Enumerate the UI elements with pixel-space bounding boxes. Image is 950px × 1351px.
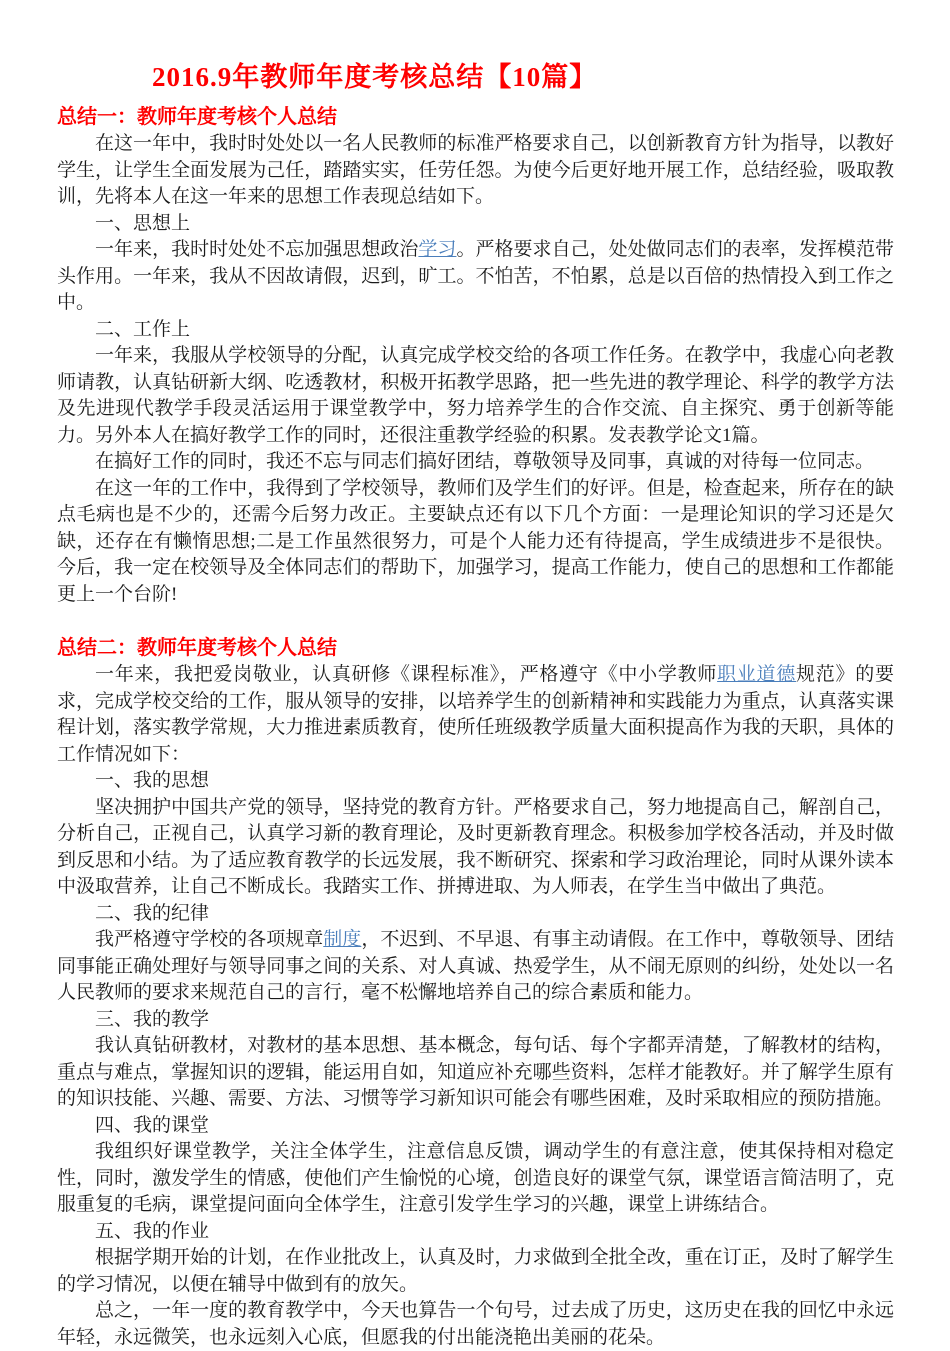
sub-heading: [57, 1007, 894, 1034]
summary-section-2: [57, 635, 894, 1351]
text-run: 一年来，我服从学校领导的分配，认真完成学校交给的各项工作任务。在教学中，我虚心向老教师请教，认真钻研新大纲、吃透教材，积极开拓教学思路，把一些先进的教学理论、科学的教学方法及先进现代教学手段灵活运用于课堂教学中，努力培养学生的合作交流、自主探究、勇于创新等能力。另外本人在搞好教学工作的同时，还很注重教学经验的积累。发表教学论文1篇。: [57, 345, 894, 446]
paragraph: [57, 795, 894, 901]
sub-heading: [57, 901, 894, 928]
document-title: 2016.9年教师年度考核总结【10篇】: [152, 62, 598, 92]
hyperlink-professional-ethics[interactable]: 职业道德: [717, 664, 797, 685]
sub-heading: [57, 211, 894, 238]
text-run: 根据学期开始的计划，在作业批改上，认真及时，力求做到全批全改，重在订正，及时了解学生的学习情况，以便在辅导中做到有的放矢。: [57, 1247, 894, 1295]
text-run: 二、工作上: [95, 318, 191, 340]
section-heading: 总结二：教师年度考核个人总结: [57, 637, 337, 659]
text-run: ，不迟到、不早退、有事主动请假。在工作中，尊敬领导、团结同事能正确处理好与领导同事之间的关系、对人真诚、热爱学生，从不闹无原则的纠纷，处处以一名人民教师的要求来规范自己的言行，毫不松懈地培养自己的综合素质和能力。: [57, 929, 894, 1003]
text-run: 五、我的作业: [95, 1220, 210, 1242]
summary-section-1: [57, 104, 894, 608]
text-run: 在搞好工作的同时，我还不忘与同志们搞好团结，尊敬领导及同事，真诚的对待每一位同志。: [95, 451, 875, 472]
sub-heading: [57, 1113, 894, 1140]
text-run: 一年来，我把爱岗敬业，认真研修《课程标准》，严格遵守《中小学教师: [95, 664, 718, 685]
text-run: 在这一年的工作中，我得到了学校领导，教师们及学生们的好评。但是，检查起来，所存在的缺点毛病也是不少的，还需今后努力改正。主要缺点还有以下几个方面：一是理论知识的学习还是欠缺，还存在有懒惰思想;二是工作虽然很努力，可是个人能力还有待提高，学生成绩进步不是很快。今后，我一定在校领导及全体同志们的帮助下，加强学习，提高工作能力，使自己的思想和工作都能更上一个台阶!: [57, 477, 894, 605]
hyperlink-rules[interactable]: 制度: [323, 929, 362, 950]
hyperlink-study[interactable]: 学习: [418, 239, 457, 260]
sub-heading: [57, 768, 894, 795]
paragraph: [57, 1033, 894, 1113]
text-run: 一、我的思想: [95, 770, 210, 791]
paragraph: [57, 1245, 894, 1298]
paragraph: [57, 131, 894, 211]
text-run: 规范》的要求，完成学校交给的工作，服从领导的安排，以培养学生的创新精神和实践能力为重点，认真落实课程计划，落实教学常规，大力推进素质教育，使所任班级教学质量大面积提高作为我的天职，具体的工作情况如下：: [57, 664, 894, 765]
sub-heading: [57, 1219, 894, 1246]
text-run: 。严格要求自己，处处做同志们的表率，发挥模范带头作用。一年来，我从不因故请假，迟到，旷工。不怕苦，不怕累，总是以百倍的热情投入到工作之中。: [57, 239, 894, 313]
paragraph: [57, 927, 894, 1007]
text-run: 在这一年中，我时时处处以一名人民教师的标准严格要求自己，以创新教育方针为指导，以教好学生，让学生全面发展为己任，踏踏实实，任劳任怨。为使今后更好地开展工作，总结经验，吸取教训，先将本人在这一年来的思想工作表现总结如下。: [57, 133, 894, 207]
text-run: 我严格遵守学校的各项规章: [95, 929, 324, 950]
text-run: 三、我的教学: [95, 1008, 210, 1030]
text-run: 坚决拥护中国共产党的领导，坚持党的教育方针。严格要求自己，努力地提高自己，解剖自己，分析自己，正视自己，认真学习新的教育理论，及时更新教育理念。积极参加学校各活动，并及时做到反思和小结。为了适应教育教学的长远发展，我不断研究、探索和学习政治理论，同时从课外读本中汲取营养，让自己不断成长。我踏实工作、拼搏进取、为人师表，在学生当中做出了典范。: [57, 796, 894, 897]
paragraph: [57, 449, 894, 476]
paragraph: [57, 1298, 894, 1351]
text-run: 总之，一年一度的教育教学中，今天也算告一个句号，过去成了历史，这历史在我的回忆中永远年轻，永远微笑，也永远刻入心底，但愿我的付出能浇艳出美丽的花朵。: [57, 1300, 894, 1348]
document-body: [57, 104, 894, 1351]
text-run: 我组织好课堂教学，关注全体学生，注意信息反馈，调动学生的有意注意，使其保持相对稳定性，同时，激发学生的情感，使他们产生愉悦的心境，创造良好的课堂气氛，课堂语言简洁明了，克服重复的毛病，课堂提问面向全体学生，注意引发学生学习的兴趣，课堂上讲练结合。: [57, 1141, 894, 1215]
section-heading: 总结一：教师年度考核个人总结: [57, 106, 337, 128]
paragraph: [57, 237, 894, 317]
text-run: 四、我的课堂: [95, 1114, 210, 1136]
paragraph: [57, 476, 894, 609]
paragraph: [57, 662, 894, 768]
text-run: 一年来，我时时处处不忘加强思想政治: [95, 239, 419, 260]
text-run: 二、我的纪律: [95, 902, 210, 924]
sub-heading: [57, 317, 894, 344]
text-run: 一、思想上: [95, 212, 191, 234]
text-run: 我认真钻研教材，对教材的基本思想、基本概念，每句话、每个字都弄清楚，了解教材的结构，重点与难点，掌握知识的逻辑，能运用自如，知道应补充哪些资料，怎样才能教好。并了解学生原有的知识技能、兴趣、需要、方法、习惯等学习新知识可能会有哪些困难，及时采取相应的预防措施。: [57, 1035, 894, 1109]
paragraph: [57, 343, 894, 449]
paragraph: [57, 1139, 894, 1219]
